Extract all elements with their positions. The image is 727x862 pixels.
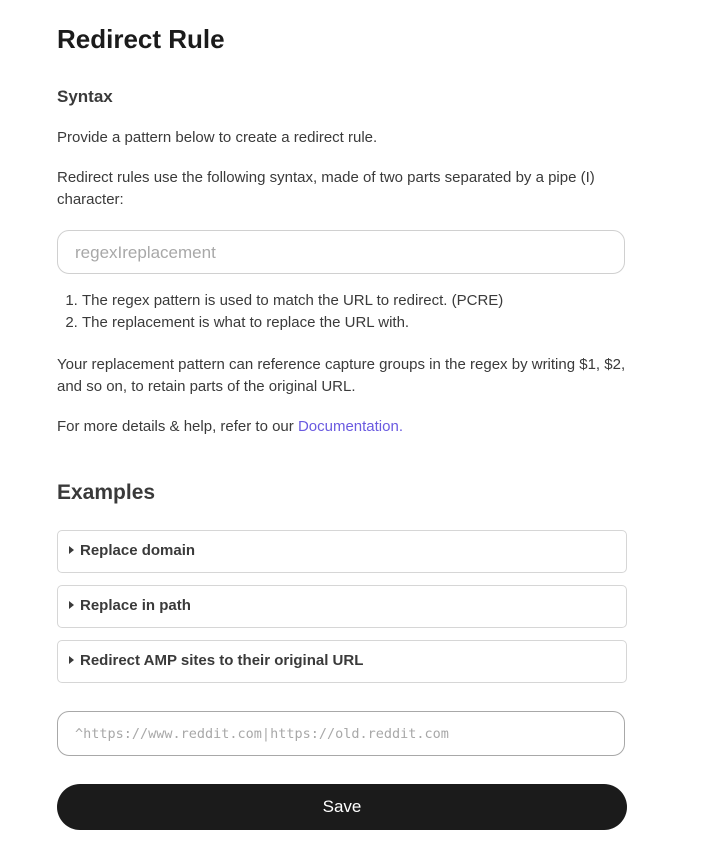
list-item: 1. The regex pattern is used to match the URL to redirect. (PCRE) xyxy=(82,290,503,312)
documentation-link[interactable]: Documentation. xyxy=(297,418,403,435)
examples-heading: Examples xyxy=(57,481,156,504)
rule-input[interactable] xyxy=(57,711,625,756)
syntax-example-field[interactable] xyxy=(57,230,625,274)
example-label: Replace domain xyxy=(80,542,196,559)
example-replace-in-path[interactable] xyxy=(57,585,627,628)
syntax-steps-list xyxy=(57,290,503,334)
disclosure-triangle-icon xyxy=(69,601,74,609)
disclosure-triangle-icon xyxy=(69,546,74,554)
syntax-example-placeholder: regexIreplacement xyxy=(75,243,216,262)
syntax-description: Redirect rules use the following syntax, made of two parts separated by a pipe (I) character: xyxy=(57,169,595,208)
syntax-heading: Syntax xyxy=(57,87,113,106)
help-text xyxy=(57,416,403,438)
example-label: Replace in path xyxy=(80,597,191,614)
rule-input-placeholder: ^https://www.reddit.com|https://old.reddit.com xyxy=(75,726,449,742)
list-item: 2. The replacement is what to replace the URL with. xyxy=(82,312,503,334)
example-replace-domain[interactable] xyxy=(57,530,627,573)
page-title: Redirect Rule xyxy=(57,24,225,54)
syntax-intro: Provide a pattern below to create a redirect rule. xyxy=(57,129,378,146)
disclosure-triangle-icon xyxy=(69,656,74,664)
example-label: Redirect AMP sites to their original URL xyxy=(80,652,364,669)
help-prefix: For more details & help, refer to our xyxy=(57,418,298,435)
example-redirect-amp[interactable] xyxy=(57,640,627,683)
save-button[interactable]: Save xyxy=(57,784,627,830)
capture-groups-note: Your replacement pattern can reference capture groups in the regex by writing $1, $2, and so on, to retain parts of the original URL. xyxy=(57,356,626,395)
